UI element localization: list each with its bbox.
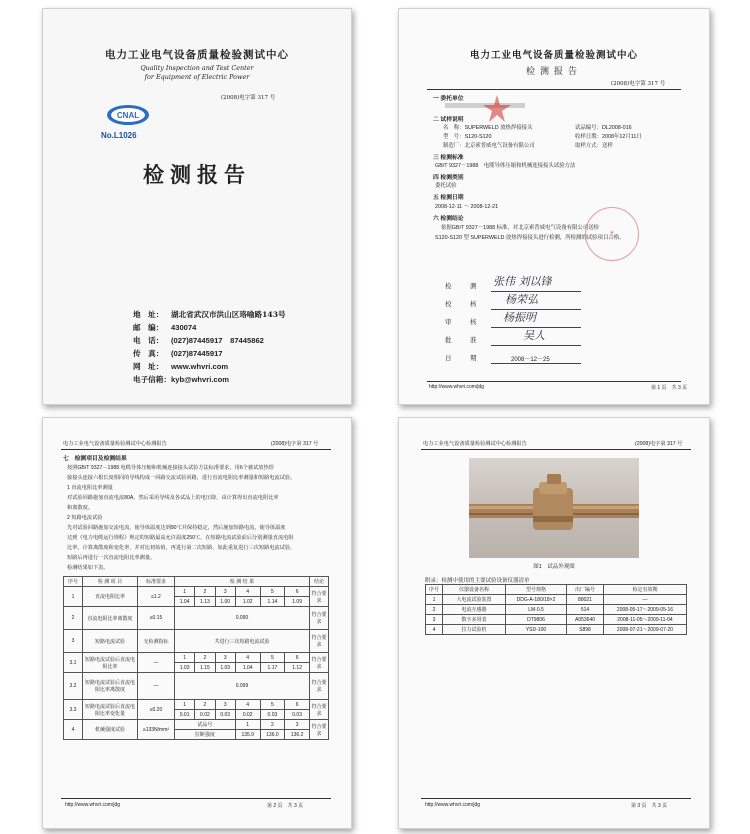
signature-tester: 张伟 刘以锋: [493, 275, 552, 288]
table-row: 2 直流电阻比率离散度 ≤0.15 0.090 符合要求: [64, 607, 329, 630]
seal-star-icon: [479, 91, 515, 127]
table-row: 1.03 1.15 1.03 1.04 1.17 1.12: [64, 663, 329, 673]
sample-photo: [469, 458, 639, 558]
sign-label-date: 日 期: [445, 354, 483, 362]
footer-url[interactable]: http://www.whvri.com/jdg: [65, 802, 121, 808]
page-header-title: 电力工业电气设备质量检验测试中心检测报告: [63, 441, 167, 447]
method-paragraph: 按照GB/T 9327－1988 电缆导体压缩和机械连接接头试验方法标准要求，用6个被试放热焊 接接头连接六根长度相同的导线构成一回路交流试验回路，进行直流电阻比率测量和短路电流试验。 1 直流电阻比率测量 对试验回路施加直流电流80A，然后采用导线及各试品上的电压降，由计算得出直流电阻比率 和离散度。 2 短路电流试验 先对试验回路施加交流电流，使导体温度达到90℃并保持稳定，然后施加短路电流，使导体温度 达到《电力电缆运行规程》规定的短路最高允许温度250℃，在短路电流试验前后分别测量直流电阻 比率，计算离散度和变化率，并对比初始值，再进行第二次短路，如此重复进行三次短路电流试验， 短路后再进行一次直流电阻比率测量。 检测结果如下表。: [67, 465, 296, 571]
official-seal: ★: [585, 207, 639, 261]
page-header-title: 电力工业电气设备质量检验测试中心检测报告: [423, 441, 527, 447]
section-sample: 二 试样说明: [433, 117, 464, 123]
photo-caption: 图1 试品外观图: [533, 564, 575, 570]
contact-email[interactable]: 电子信箱：kyb@whvri.com: [133, 375, 230, 384]
table-row: 3 短路电流试验 无检测指标 共进行三次短路电流试验 符合要求: [64, 630, 329, 653]
sign-date: 2008－12－25: [511, 357, 550, 363]
sample-received-date: 收样日期：2008年12月11日: [575, 134, 642, 140]
signature-checker: 杨荣弘: [505, 293, 538, 306]
report-photo-equipment-page: [398, 417, 710, 829]
logo-text: CNAL: [116, 111, 140, 120]
report-subtitle: 检测报告: [525, 67, 582, 77]
report-cover-page: [42, 8, 352, 405]
sign-label-reviewer: 审 核: [445, 318, 483, 326]
table-row: 4 拉力试验机 YSD-100 S898 2008-07-21～2009-07-20: [426, 625, 687, 635]
table-row: 3.1 短路电流试验后直流电阻比率 — 1 2 3 4 5 6 符合要求: [64, 653, 329, 663]
results-table: [63, 576, 329, 740]
table-row: 2 电流互感器 LM-0.5 514 2008-05-17～2009-05-16: [426, 605, 687, 615]
sample-maker: 制造厂：北京索普威电气设备有限公司: [443, 143, 535, 149]
table-row: 拉断强度 135.9 136.0 136.2: [64, 730, 329, 740]
section-category: 四 检测类别: [433, 175, 464, 181]
welded-joint-image: [469, 458, 639, 558]
table-row: 3.2 短路电流试验后直流电阻比率离散度 — 0.099 符合要求: [64, 673, 329, 700]
footer-url[interactable]: http://www.whvri.com/jdg: [429, 384, 485, 390]
center-title-en-line1: Quality Inspection and Test Center: [140, 64, 254, 72]
table-header-row: 序号 检 测 项 目 标准要求 检 测 结 果 结论: [64, 577, 329, 587]
center-title: 电力工业电气设备质量检验测试中心: [105, 49, 289, 61]
table-row: 4 机械强度试验 ≥133N/mm² 试品号 1 2 3 符合要求: [64, 720, 329, 730]
table-row: 1 大电流试验装置 DDG-A-180/18×2 88021 —: [426, 595, 687, 605]
section-results: 七 检测项目及检测结果: [63, 456, 127, 462]
table-header-row: 序号 仪器设备名称 型号规格 出厂编号 检定有效期: [426, 585, 687, 595]
conclusion-line1: 依据GB/T 9327－1988 标准，对北京索普威电气设备有限公司送检: [441, 225, 600, 231]
page-header-ref: (2008)电字第 317 号: [635, 441, 683, 447]
sample-sampling-method: 取样方式：送样: [575, 143, 613, 149]
footer-url[interactable]: http://www.whvri.com/jdg: [425, 802, 481, 808]
footer-page-number: 第 3 页 共 3 页: [631, 803, 668, 809]
cnal-logo-icon: [105, 102, 151, 128]
footer-page-number: 第 1 页 共 3 页: [651, 385, 688, 391]
signature-reviewer: 杨振明: [503, 311, 536, 324]
table-row: 3.3 短路电流试验后直流电阻比率变化量 ≤0.20 1 2 3 4 5 6 符合要求: [64, 700, 329, 710]
equipment-list-title: 附录：检测中使用的主要试验设备仪器清单: [425, 578, 530, 584]
page-header-ref: (2008)电字第 317 号: [271, 441, 319, 447]
header-divider: [427, 89, 681, 90]
contact-website[interactable]: 网 址： www.whvri.com: [133, 362, 229, 371]
section-dates: 五 检测日期: [433, 195, 464, 201]
sample-model: 型 号：S120-S120: [443, 134, 492, 140]
test-dates: 2008-12-11 ～ 2008-12-21: [435, 204, 499, 210]
sample-name: 名 称：SUPERWELD 放热焊接接头: [443, 125, 533, 131]
section-standard: 三 检测标准: [433, 155, 464, 161]
sign-label-tester: 检 测: [445, 282, 483, 290]
signature-approver: 吴人: [523, 329, 545, 342]
contact-phone: 电 话： (027)87445917 87445862: [133, 336, 264, 345]
section-client: 一 委托单位: [433, 96, 464, 102]
test-standard: GB/T 9327－1988 电缆导体压缩和机械连接接头试验方法: [435, 163, 576, 169]
table-row: 3 数字多用表 DT9806 A053640 2008-11-05～2009-11-04: [426, 615, 687, 625]
footer-page-number: 第 2 页 共 3 页: [267, 803, 304, 809]
section-conclusion: 六 检测结论: [433, 216, 464, 222]
contact-fax: 传 真： (027)87445917: [133, 349, 223, 358]
report-summary-page: [398, 8, 710, 405]
report-results-page: [42, 417, 352, 829]
sample-report-number: 试品编号：DL2008-016: [575, 125, 632, 131]
accreditation-number: No.L1026: [101, 131, 137, 140]
table-row: 0.01 0.02 0.03 0.02 0.03 0.03: [64, 710, 329, 720]
conclusion-line2: S120-S120 型 SUPERWELD 放热焊接接头进行检测，所检测的试验项目合格。: [435, 235, 625, 241]
report-reference-number: (2008)电字第 317 号: [611, 81, 666, 87]
test-category: 委托试验: [435, 183, 457, 189]
equipment-table: [425, 584, 687, 635]
report-title: 检测报告: [143, 162, 251, 187]
table-row: 1 直流电阻比率 ≤1.2 1 2 3 4 5 6 符合要求: [64, 587, 329, 597]
report-reference-number: (2008)电字第 317 号: [221, 95, 276, 101]
center-title-en-line2: for Equipment of Electric Power: [144, 73, 250, 81]
contact-address: 地 址： 湖北省武汉市洪山区珞喻路143号: [133, 310, 286, 319]
contact-postcode: 邮 编： 430074: [133, 323, 197, 332]
table-row: 1.04 1.13 1.00 1.02 1.14 1.09: [64, 597, 329, 607]
center-title: 电力工业电气设备质量检验测试中心: [469, 50, 638, 61]
sign-label-checker: 校 核: [445, 300, 483, 308]
sign-label-approver: 批 准: [445, 336, 483, 344]
